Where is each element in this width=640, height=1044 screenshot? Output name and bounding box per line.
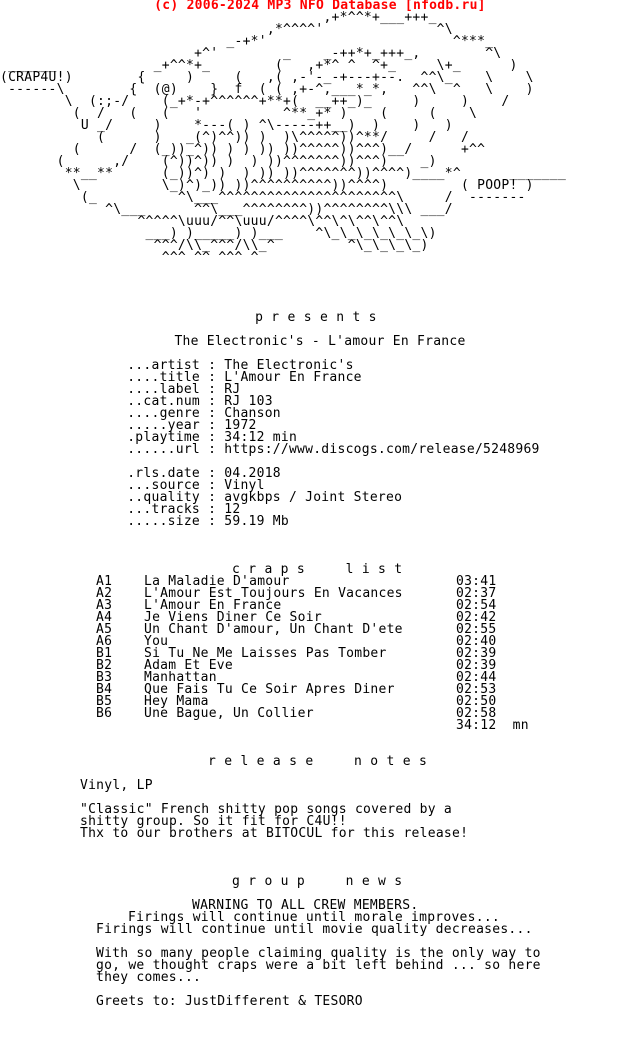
info-separator: : (200, 478, 225, 493)
track-title: Hey Mama (144, 694, 209, 709)
total-time: 34:12 mn (456, 718, 529, 733)
release-info-block (0, 360, 540, 528)
release-notes-text: "Classic" French shitty pop songs covered by a shitty group. So it fit for C4U!! Thx to our brothers at BITOCUL for this release! (80, 802, 469, 841)
track-number: A1 (96, 574, 113, 589)
track-number: B6 (96, 706, 113, 721)
track-duration: 02:37 (456, 586, 497, 601)
release-format: Vinyl, LP (80, 778, 153, 793)
info-value: 59.19 Mb (224, 514, 289, 529)
news-paragraph: With so many people claiming quality is the only way to go, we thought craps were a bit left behind ... so here they comes... (96, 946, 541, 985)
info-row (0, 372, 540, 384)
track-title: Si Tu Ne Me Laisses Pas Tomber (144, 646, 387, 661)
info-key: .rls.date (127, 466, 200, 481)
track-number: B3 (96, 670, 113, 685)
release-notes-heading: release notes (208, 754, 436, 769)
info-separator: : (200, 466, 225, 481)
track-list (0, 576, 640, 732)
info-separator: : (200, 406, 225, 421)
info-value: https://www.discogs.com/release/5248969 (224, 442, 540, 457)
track-title: L'Amour Est Toujours En Vacances (144, 586, 403, 601)
track-row (0, 708, 640, 720)
info-value: 12 (224, 502, 241, 517)
info-row (0, 492, 540, 504)
track-title: Que Fais Tu Ce Soir Apres Diner (144, 682, 395, 697)
track-title: La Maladie D'amour (144, 574, 290, 589)
group-news-heading: group news (232, 874, 411, 889)
info-row (0, 408, 540, 420)
info-key: .....year (127, 418, 200, 433)
info-key: ...source (127, 478, 200, 493)
info-value: L'Amour En France (224, 370, 362, 385)
ascii-snail-art: ,+*^^*+___+++_ ,*^^^^' ^\ _-+*' ^***_ +^' _ _-++*+_+++_, ^\ ______ _+^^*+_ ( ,+*^ ^ ^+_ \+_ ) (CRAP4U!) { ) ( ,( ,-'-_-+---+--. ^^\_ \ \ ------\ { (@) } f ( ( ,+-^,___*_*, ^^\ ^ \ ) \ (:;-/ (_+*-+^^^^^^+**+( __++_)_ ) ) / ( / ( ( ' ^**_+* ) ( ( \ U _/ ) *---( ) ^\-----++__) ) ) ) ( ) _(^)^^)) ) )\^^^^^))^**/ / / ( / (_))_^)) ) ) )) ))^^^^^))^^^)__/ +^^ ( ,/ (^))^)) ) ) ))^^^^^^^))^^^) _) **__** (_))^) ) ) )) ))^^^^^^^))^^^^)____*^ _______ \ \_)^)_)) ))^^^^^^^^^^))^^^^) ( POOP! ) (_ ^\___^^^^^^^^^^^^^^^^^^^^^^\ / ------- ^\___ ^^\___^^^^^^^^))^^^^^^^^\\\ ___/ ^^^^^\uuu/^^\uuu/^^^^\^^\^\^^\^^\ ___) )_____) )___ ^\_\_\_\_\_\_\) ^^^/\\_^^^/\\_^ ^\_\_\_\_) ^^^ ^^ ^^^ ^ (0, 10, 567, 265)
info-value: RJ 103 (224, 394, 273, 409)
total-time-row (0, 720, 640, 732)
info-key: ....genre (127, 406, 200, 421)
info-key: ..quality (127, 490, 200, 505)
info-key: ..cat.num (127, 394, 200, 409)
track-duration: 02:58 (456, 706, 497, 721)
info-separator: : (200, 358, 225, 373)
info-separator: : (200, 514, 225, 529)
presents-heading: presents (255, 310, 385, 325)
info-value: Vinyl (224, 478, 265, 493)
track-title: L'Amour En France (144, 598, 282, 613)
track-number: B4 (96, 682, 113, 697)
info-row (0, 468, 540, 480)
info-separator: : (200, 490, 225, 505)
info-separator: : (200, 394, 225, 409)
info-value: The Electronic's (224, 358, 354, 373)
track-title: Une Bague, Un Collier (144, 706, 314, 721)
track-duration: 02:54 (456, 598, 497, 613)
info-key: ...tracks (127, 502, 200, 517)
track-duration: 03:41 (456, 574, 497, 589)
track-title: Un Chant D'amour, Un Chant D'ete (144, 622, 403, 637)
greets-line: Greets to: JustDifferent & TESORO (96, 994, 363, 1009)
track-duration: 02:40 (456, 634, 497, 649)
news-line-2: Firings will continue until movie quality decreases... (96, 922, 533, 937)
info-key: .....size (127, 514, 200, 529)
info-value: 04.2018 (224, 466, 281, 481)
info-value: avgkbps / Joint Stereo (224, 490, 403, 505)
info-row (0, 516, 540, 528)
info-key: ......url (127, 442, 200, 457)
track-title: Je Viens Diner Ce Soir (144, 610, 322, 625)
news-line-1: Firings will continue until morale improves... (128, 910, 500, 925)
track-duration: 02:50 (456, 694, 497, 709)
track-number: A3 (96, 598, 113, 613)
info-key: ....label (127, 382, 200, 397)
info-row (0, 444, 540, 456)
info-key: ....title (127, 370, 200, 385)
track-duration: 02:55 (456, 622, 497, 637)
track-number: A2 (96, 586, 113, 601)
track-title: You (144, 634, 169, 649)
track-duration: 02:42 (456, 610, 497, 625)
track-number: A6 (96, 634, 113, 649)
craps-list-heading: craps list (232, 562, 411, 577)
track-number: A4 (96, 610, 113, 625)
track-title: Manhattan (144, 670, 217, 685)
track-duration: 02:44 (456, 670, 497, 685)
info-separator: : (200, 430, 225, 445)
info-separator: : (200, 502, 225, 517)
track-number: B1 (96, 646, 113, 661)
release-title: The Electronic's - L'amour En France (174, 334, 466, 349)
track-number: B5 (96, 694, 113, 709)
site-header: (c) 2006-2024 MP3 NFO Database [nfodb.ru] (154, 0, 486, 13)
info-separator: : (200, 418, 225, 433)
track-duration: 02:39 (456, 646, 497, 661)
info-separator: : (200, 382, 225, 397)
info-value: RJ (224, 382, 241, 397)
info-value: Chanson (224, 406, 281, 421)
track-number: A5 (96, 622, 113, 637)
info-key: ...artist (127, 358, 200, 373)
info-separator: : (200, 370, 225, 385)
news-warning: WARNING TO ALL CREW MEMBERS. (192, 898, 419, 913)
info-key: .playtime (127, 430, 200, 445)
track-duration: 02:39 (456, 658, 497, 673)
track-title: Adam Et Eve (144, 658, 233, 673)
info-value: 1972 (224, 418, 257, 433)
track-duration: 02:53 (456, 682, 497, 697)
info-separator: : (200, 442, 225, 457)
track-number: B2 (96, 658, 113, 673)
info-value: 34:12 min (224, 430, 298, 445)
